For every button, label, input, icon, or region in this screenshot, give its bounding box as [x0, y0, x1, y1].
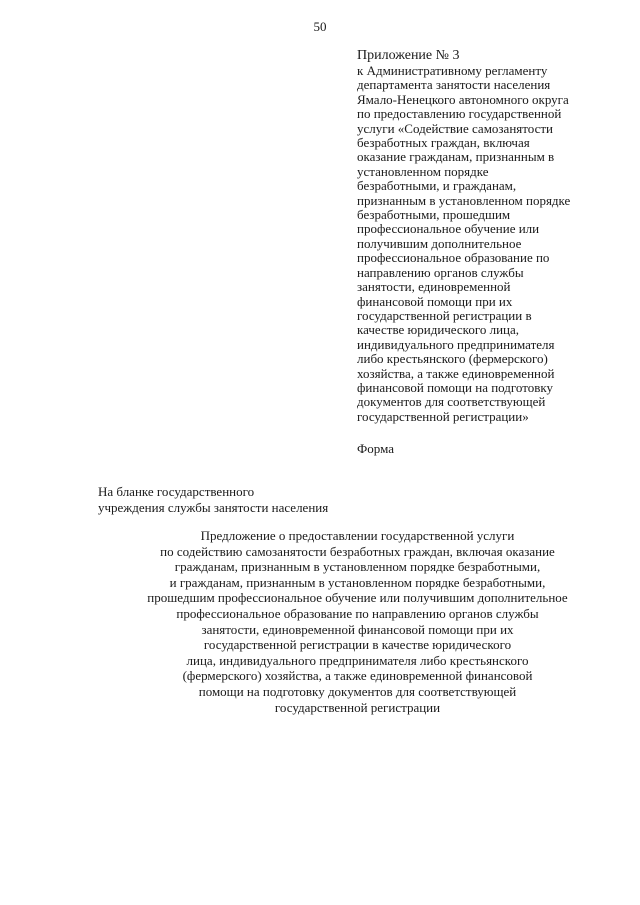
appendix-title: Приложение № 3	[357, 48, 460, 63]
proposal-line: гражданам, признанным в установленном порядке безработными,	[174, 559, 541, 575]
letterhead-line: учреждения службы занятости населения	[98, 499, 329, 515]
letterhead-note	[98, 484, 328, 515]
appendix-line: государственной регистрации»	[357, 408, 529, 424]
form-label: Форма	[357, 441, 394, 456]
proposal-line: по содействию самозанятости безработных граждан, включая оказание	[160, 543, 555, 559]
appendix-line: безработными, и гражданам,	[357, 178, 517, 194]
proposal-title	[0, 528, 640, 715]
proposal-line: помощи на подготовку документов для соответствующей	[198, 683, 517, 699]
proposal-line: профессиональное образование по направлению органов службы	[176, 605, 539, 621]
appendix-line: качестве юридического лица,	[357, 322, 520, 338]
appendix-line: профессиональное обучение или	[357, 221, 540, 237]
letterhead-line: На бланке государственного	[98, 484, 255, 499]
appendix-line: безработных граждан, включая	[357, 135, 530, 151]
appendix-line: профессиональное образование по	[357, 250, 550, 266]
appendix-line: к Административному регламенту	[357, 63, 548, 78]
appendix-line: по предоставлению государственной	[357, 106, 562, 122]
appendix-line: безработными, прошедшим	[357, 207, 511, 223]
proposal-line: занятости, единовременной финансовой помощи при их	[201, 621, 514, 637]
proposal-line: прошедшим профессиональное обучение или получившим дополнительное	[147, 590, 568, 606]
appendix-line: либо крестьянского (фермерского)	[357, 351, 548, 367]
proposal-line: государственной регистрации в качестве юридического	[203, 637, 512, 653]
page-number: 50	[313, 19, 327, 34]
proposal-line: (фермерского) хозяйства, а также единовременной финансовой	[182, 668, 533, 684]
appendix-line: признанным в установленном порядке	[357, 192, 571, 208]
appendix-line: направлению органов службы	[357, 264, 524, 280]
appendix-line: услуги «Содействие самозанятости	[357, 120, 554, 136]
proposal-line: Предложение о предоставлении государственной услуги	[200, 528, 515, 543]
proposal-line: лица, индивидуального предпринимателя либо крестьянского	[186, 652, 529, 668]
appendix-line: индивидуального предпринимателя	[357, 336, 555, 352]
appendix-line: финансовой помощи при их	[357, 293, 513, 309]
appendix-line: оказание гражданам, признанным в	[357, 149, 555, 165]
appendix-block	[357, 48, 627, 424]
appendix-line: департамента занятости населения	[357, 77, 551, 93]
appendix-line: документов для соответствующей	[357, 394, 546, 410]
proposal-line: государственной регистрации	[274, 699, 441, 715]
appendix-line: хозяйства, а также единовременной	[357, 365, 555, 381]
appendix-line: государственной регистрации в	[357, 307, 532, 323]
appendix-line: получившим дополнительное	[357, 235, 522, 251]
appendix-line: занятости, единовременной	[357, 279, 511, 295]
appendix-line: финансовой помощи на подготовку	[357, 379, 554, 395]
proposal-line: и гражданам, признанным в установленном порядке безработными,	[169, 574, 546, 590]
appendix-line: Ямало-Ненецкого автономного округа	[357, 91, 569, 107]
appendix-line: установленном порядке	[357, 163, 489, 179]
